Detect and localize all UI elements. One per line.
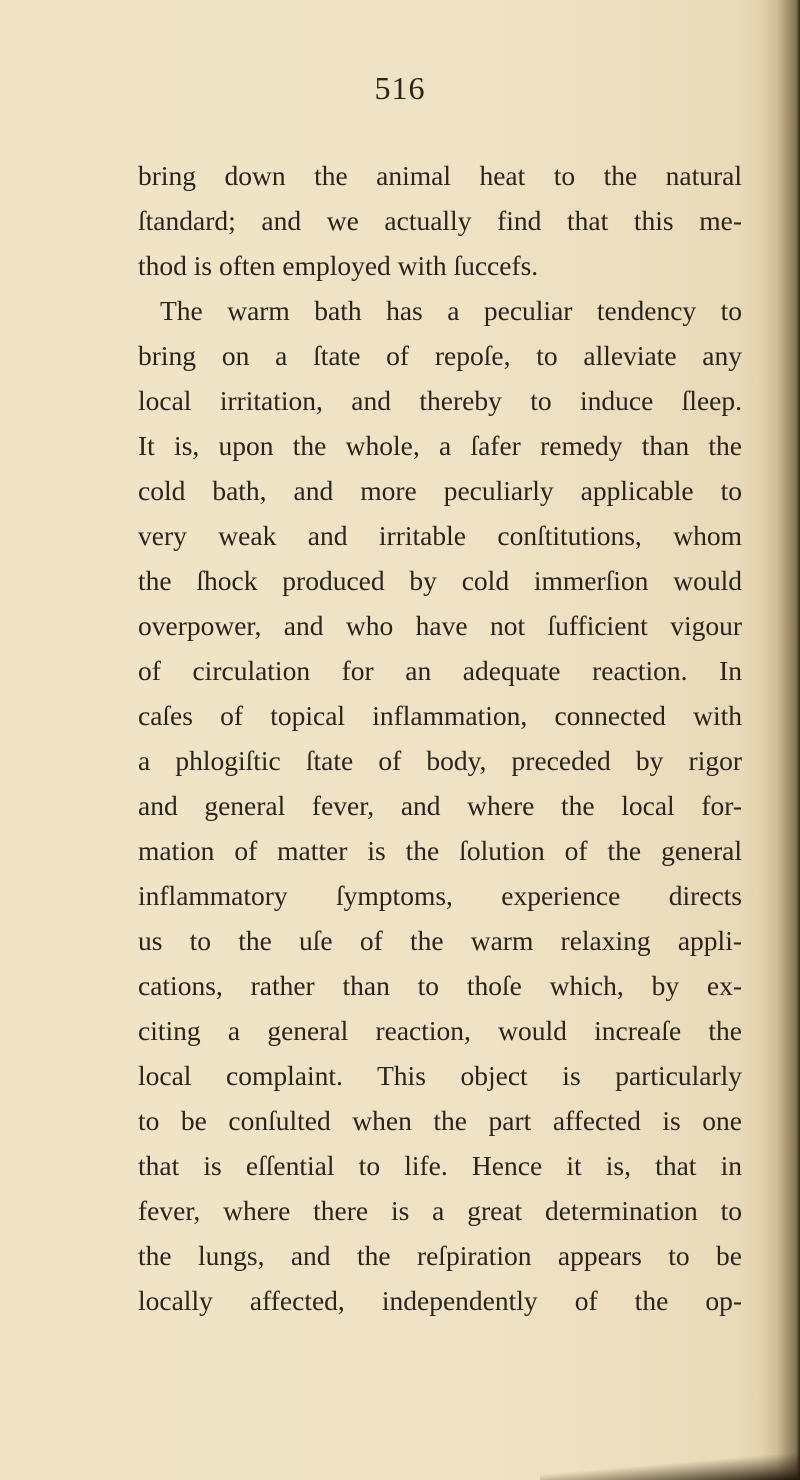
text-line: The warm bath has a peculiar tendency to xyxy=(160,295,742,326)
text-line: very weak and irritable conſtitutions, whom xyxy=(138,520,742,551)
text-line: of circulation for an adequate reaction. In xyxy=(138,655,742,686)
text-line: a phlogiſtic ſtate of body, preceded by rigor xyxy=(138,745,742,776)
text-line: that is eſſential to life. Hence it is, that in xyxy=(138,1150,742,1181)
text-line: us to the uſe of the warm relaxing appli- xyxy=(138,925,742,956)
text-line: and general fever, and where the local for- xyxy=(138,790,742,821)
text-line: to be conſulted when the part affected is one xyxy=(138,1105,742,1136)
text-line: cations, rather than to thoſe which, by ex- xyxy=(138,970,742,1001)
text-line: cold bath, and more peculiarly applicable to xyxy=(138,475,742,506)
text-line: caſes of topical inflammation, connected with xyxy=(138,700,742,731)
text-line: It is, upon the whole, a ſafer remedy than the xyxy=(138,430,742,461)
page-number: 516 xyxy=(374,70,426,106)
text-line: the lungs, and the reſpiration appears to be xyxy=(138,1240,742,1271)
text-line: ſtandard; and we actually find that this me- xyxy=(138,205,742,236)
text-line: bring down the animal heat to the natural xyxy=(138,160,742,191)
text-line: overpower, and who have not ſufficient vigour xyxy=(138,610,742,641)
text-line: local irritation, and thereby to induce ſleep. xyxy=(138,385,742,416)
text-line: inflammatory ſymptoms, experience directs xyxy=(138,880,742,911)
text-line: thod is often employed with ſuccefs. xyxy=(138,250,539,281)
text-line: local complaint. This object is particularly xyxy=(138,1060,742,1091)
text-line: citing a general reaction, would increaſe the xyxy=(138,1015,742,1046)
text-line: the ſhock produced by cold immerſion would xyxy=(138,565,742,596)
text-line: fever, where there is a great determination to xyxy=(138,1195,742,1226)
text-line: locally affected, independently of the op- xyxy=(138,1285,742,1316)
body-text xyxy=(138,153,742,1323)
page-edge-shadow xyxy=(762,0,800,1480)
page-corner-shadow xyxy=(540,1440,800,1480)
text-line: mation of matter is the ſolution of the general xyxy=(138,835,742,866)
text-line: bring on a ſtate of repoſe, to alleviate any xyxy=(138,340,742,371)
